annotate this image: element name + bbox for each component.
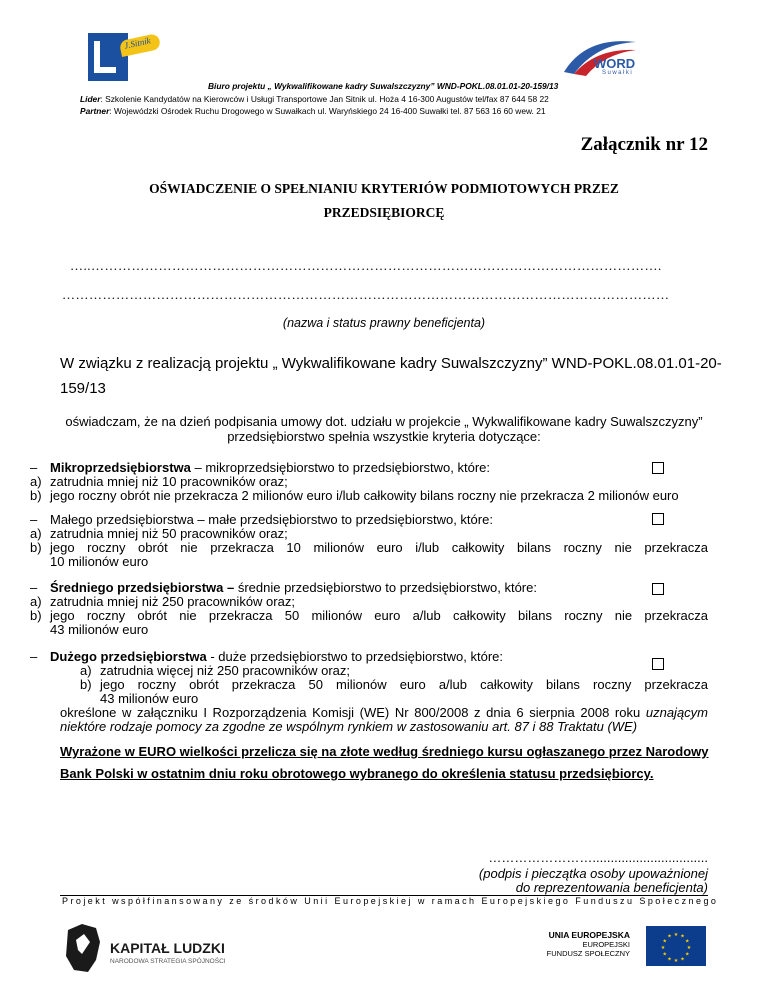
sitnik-logo [88, 33, 160, 81]
dash-marker: – [30, 460, 38, 475]
section-micro-a: zatrudnia mniej niż 10 pracowników oraz; [50, 474, 288, 489]
section-medium-b-cont: 43 milionów euro [50, 622, 149, 637]
kl-subtitle: NARODOWA STRATEGIA SPÓJNOŚCI [110, 958, 226, 965]
intro-line1: W związku z realizacją projektu „ Wykwalifikowane kadry Suwalszczyzny” WND-POKL.08.01.01-20- [60, 355, 722, 372]
dash-marker: – [30, 580, 38, 595]
poland-map-icon [62, 920, 102, 976]
section-micro-b: jego roczny obrót nie przekracza 2 milionów euro i/lub całkowity bilans roczny nie przekracza 2 milionów euro [50, 488, 679, 503]
eu-star: ★ [673, 958, 679, 964]
eu-star: ★ [685, 938, 690, 945]
euro-line2: Bank Polski w ostatnim dniu roku obrotowego wybranego do określenia statusu przedsiębiorcy. [60, 766, 654, 781]
mark-a: a) [30, 526, 42, 541]
euro-line1: Wyrażone w EURO wielkości przelicza się na złote według średniego kursu ogłaszanego przez Narodowy [60, 744, 709, 759]
section-micro-desc: – mikroprzedsiębiorstwo to przedsiębiorstwo, które: [190, 460, 490, 475]
intro-line2: 159/13 [60, 380, 106, 397]
partner-line [80, 105, 546, 117]
section-small-b-cont: 10 milionów euro [50, 554, 149, 569]
section-medium-a: zatrudnia mniej niż 250 pracowników oraz; [50, 594, 295, 609]
section-small-title: Małego przedsiębiorstwa – małe przedsiębiorstwo to przedsiębiorstwo, które: [50, 512, 493, 527]
medium-checkbox[interactable] [652, 583, 664, 595]
lider-label: Lider [80, 94, 101, 104]
micro-checkbox[interactable] [652, 462, 664, 474]
name-caption: (nazwa i status prawny beneficjenta) [282, 316, 486, 330]
section-large-b: jego roczny obrót przekracza 50 milionów euro a/lub całkowity bilans roczny przekracza [100, 677, 708, 692]
mark-b: b) [80, 677, 92, 692]
small-checkbox[interactable] [652, 513, 664, 525]
word-logo-text: WORD [594, 56, 636, 71]
eu-stars-icon [646, 926, 706, 966]
eu-star: ★ [662, 951, 667, 958]
regulation-text: określone w załączniku I Rozporządzenia Komisji (WE) Nr 800/2008 z dnia 6 sierpnia 2008 roku [60, 705, 646, 720]
dotted-line-1: …..………………………………………………………………………………………………………………. [70, 258, 662, 273]
eu-flag [646, 926, 706, 966]
section-large-desc: - duże przedsiębiorstwo to przedsiębiorstwo, które: [206, 649, 503, 664]
doc-title-line2: PRZEDSIĘBIORCĘ [323, 205, 445, 220]
section-micro-title: Mikroprzedsiębiorstwa [50, 460, 191, 475]
mark-b: b) [30, 540, 42, 555]
biuro-line [208, 80, 558, 92]
eu-star: ★ [667, 933, 672, 940]
section-small [0, 513, 768, 569]
large-checkbox[interactable] [652, 658, 664, 670]
sitnik-logo-text: J.Sitnik [123, 35, 152, 51]
section-large [0, 650, 768, 706]
regulation-line2: niektóre rodzaje pomocy za zgodne ze wspólnym rynkiem w zastosowaniu art. 87 i 88 Traktatu (WE) [60, 719, 638, 734]
kapital-ludzki-logo [62, 920, 242, 976]
section-small-a: zatrudnia mniej niż 50 pracowników oraz; [50, 526, 288, 541]
section-medium-title: Średniego przedsiębiorstwa – [50, 580, 235, 595]
word-logo [556, 32, 642, 82]
cofinance-text: Projekt współfinansowany ze środków Unii Europejskiej w ramach Europejskiego Funduszu Społecznego [62, 896, 719, 906]
section-large-b-cont: 43 milionów euro [100, 691, 199, 706]
section-medium-desc: średnie przedsiębiorstwo to przedsiębiorstwo, które: [234, 580, 537, 595]
annex-label: Załącznik nr 12 [580, 134, 708, 155]
biuro-text: Biuro projektu „ Wykwalifikowane kadry Suwalszczyzny” WND-POKL.08.01.01-20-159/13 [208, 81, 559, 91]
mark-a: a) [30, 474, 42, 489]
mark-b: b) [30, 608, 42, 623]
word-logo-sub: Suwałki [602, 70, 634, 76]
mark-b: b) [30, 488, 42, 503]
mark-a: a) [30, 594, 42, 609]
regulation-italic: uznającym [645, 705, 708, 720]
eu-star: ★ [680, 956, 685, 963]
section-micro [0, 461, 768, 501]
eu-star: ★ [686, 945, 692, 951]
section-medium [0, 581, 768, 637]
eu-star: ★ [673, 932, 679, 938]
eu-star: ★ [660, 945, 666, 951]
doc-title-line1: OŚWIADCZENIE O SPEŁNIANIU KRYTERIÓW PODMIOTOWYCH PRZEZ [149, 181, 619, 196]
signature-dots: ……………………................................ [488, 850, 708, 865]
eu-star: ★ [667, 956, 672, 963]
signature-caption-1: (podpis i pieczątka osoby upoważnionej [478, 866, 708, 881]
eu-star: ★ [680, 933, 685, 940]
dash-marker: – [30, 512, 38, 527]
eu-star: ★ [662, 938, 667, 945]
regulation-line1 [60, 706, 708, 720]
dash-marker: – [30, 649, 38, 664]
signature-caption-2: do reprezentowania beneficjenta) [515, 880, 708, 895]
section-small-b: jego roczny obrót nie przekracza 10 milionów euro i/lub całkowity bilans roczny nie przekracza [50, 540, 708, 555]
section-large-title: Dużego przedsiębiorstwa [50, 649, 207, 664]
declare-line1: oświadczam, że na dzień podpisania umowy dot. udziału w projekcie „ Wykwalifikowane kadry Suwalszczyzny” [65, 414, 703, 429]
mark-a: a) [80, 663, 92, 678]
declare-line2: przedsiębiorstwo spełnia wszystkie kryteria dotyczące: [227, 429, 541, 444]
eu-line1: UNIA EUROPEJSKA [548, 930, 630, 940]
dotted-line-2: ……………………………………………………………………………………………………………………… [62, 287, 670, 302]
eu-text [530, 930, 630, 958]
section-medium-b: jego roczny obrót nie przekracza 50 milionów euro a/lub całkowity bilans roczny nie przekracza [50, 608, 708, 623]
lider-text: : Szkolenie Kandydatów na Kierowców i Usługi Transportowe Jan Sitnik ul. Hoża 4 16-300 Augustów tel/fax 87 644 58 22 [100, 94, 549, 104]
eu-star: ★ [685, 951, 690, 958]
eu-line3: FUNDUSZ SPOŁECZNY [546, 949, 630, 958]
section-large-a: zatrudnia więcej niż 250 pracowników oraz; [100, 663, 351, 678]
kl-title: KAPITAŁ LUDZKI [110, 940, 225, 956]
eu-line2: EUROPEJSKI [582, 940, 630, 949]
partner-text: : Wojewódzki Ośrodek Ruchu Drogowego w Suwałkach ul. Waryńskiego 24 16-400 Suwałki tel. 87 563 16 60 wew. 21 [109, 106, 546, 116]
partner-label: Partner [80, 106, 110, 116]
lider-line [80, 93, 549, 105]
